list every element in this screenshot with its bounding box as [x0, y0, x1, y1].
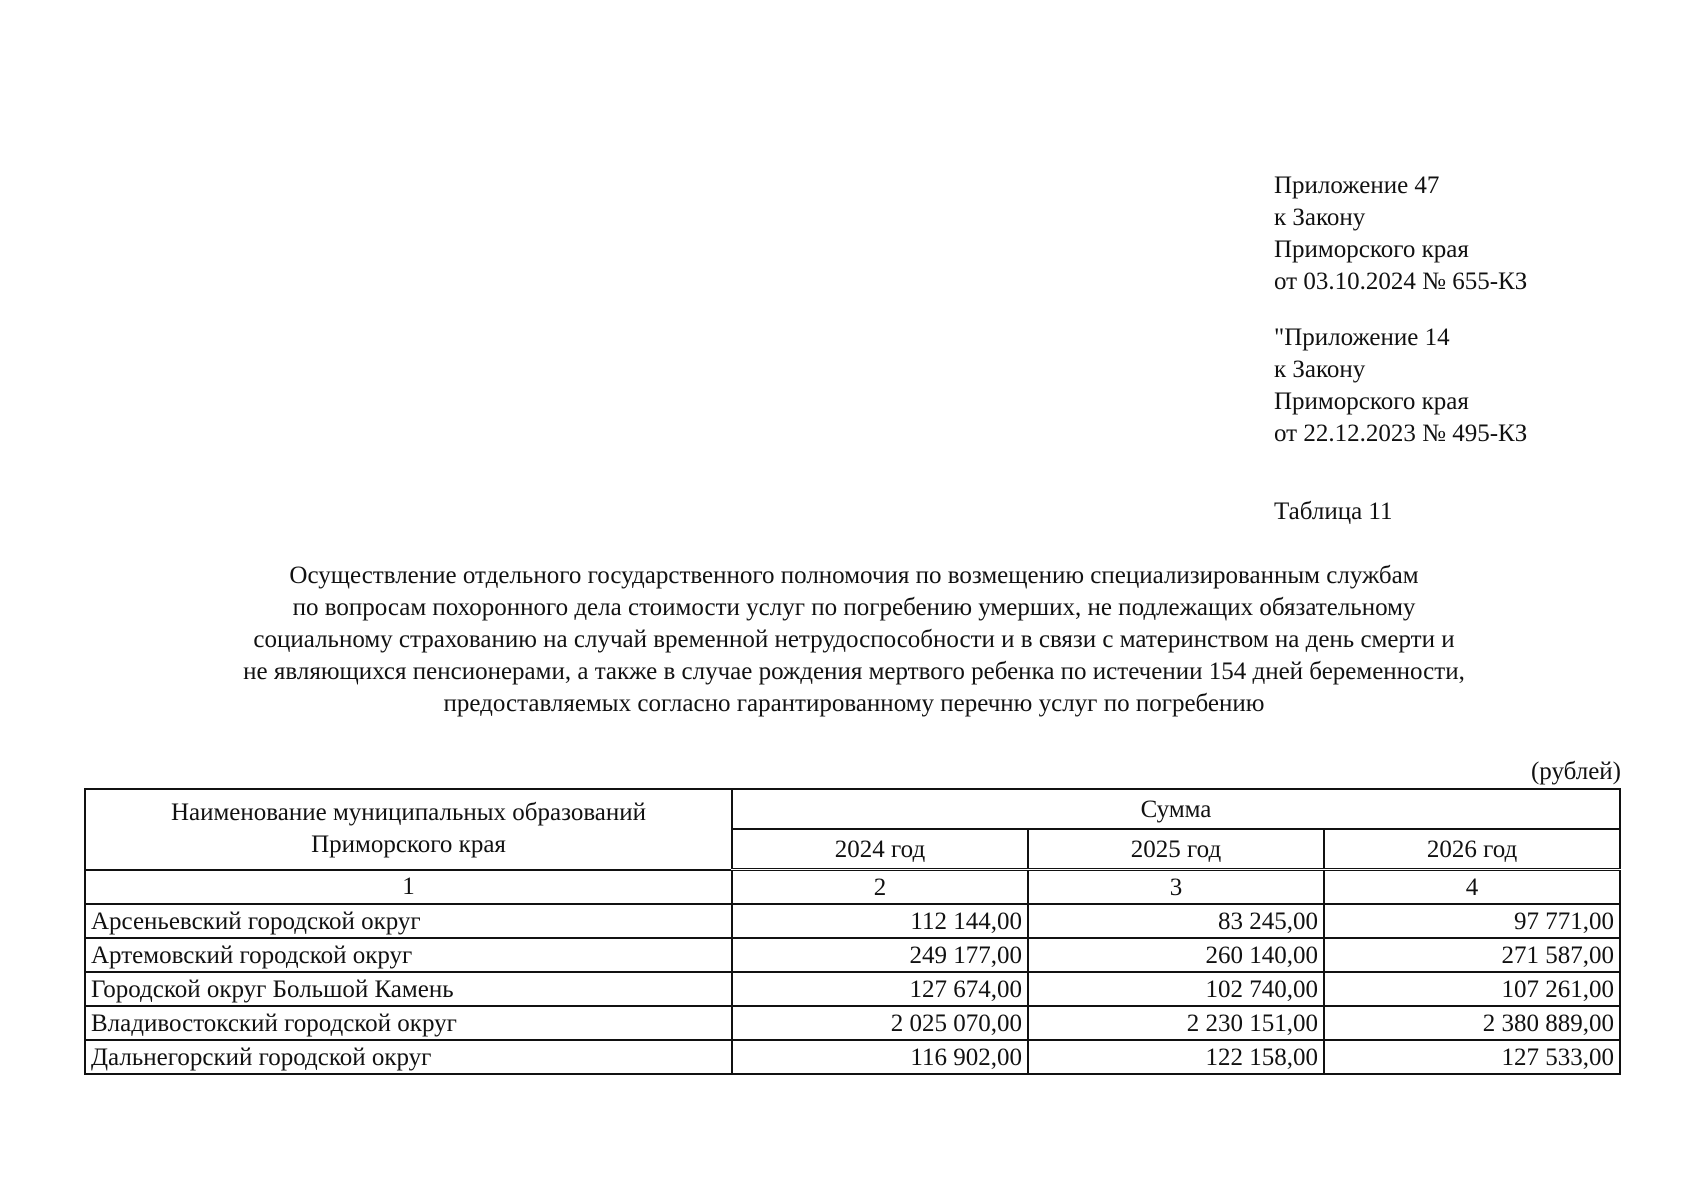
appendix-line: "Приложение 14: [1274, 324, 1450, 351]
amount-2026: 127 533,00: [1324, 1040, 1620, 1074]
municipality-column-header: [85, 789, 732, 870]
column-number: 1: [85, 870, 732, 905]
table-header-row: [85, 789, 1620, 829]
sum-column-header: Сумма: [732, 789, 1620, 829]
table-row: [85, 1040, 1620, 1074]
units-label: (рублей): [1530, 758, 1621, 785]
table-row: [85, 1006, 1620, 1040]
table-row: [85, 972, 1620, 1006]
municipality-name: Владивостокский городской округ: [85, 1006, 732, 1040]
amount-2024: 2 025 070,00: [732, 1006, 1028, 1040]
amount-2024: 127 674,00: [732, 972, 1028, 1006]
amount-2026: 97 771,00: [1324, 904, 1620, 938]
appendix-header: [1274, 170, 1527, 474]
header-line: Приморского края: [311, 831, 506, 859]
amount-2025: 260 140,00: [1028, 938, 1324, 972]
amount-2024: 116 902,00: [732, 1040, 1028, 1074]
amount-2026: 271 587,00: [1324, 938, 1620, 972]
appendix-line: Приложение 47: [1274, 172, 1440, 199]
municipality-name: Артемовский городской округ: [85, 938, 732, 972]
amount-2025: 2 230 151,00: [1028, 1006, 1324, 1040]
amount-2026: 107 261,00: [1324, 972, 1620, 1006]
appendix-line: к Закону: [1274, 356, 1366, 383]
column-number: 4: [1324, 870, 1620, 905]
title-line: социальному страхованию на случай временной нетрудоспособности и в связи с материнством на день смерти и: [253, 626, 1455, 653]
amount-2025: 122 158,00: [1028, 1040, 1324, 1074]
title-line: предоставляемых согласно гарантированному перечню услуг по погребению: [443, 690, 1265, 717]
amount-2025: 83 245,00: [1028, 904, 1324, 938]
municipality-name: Дальнегорский городской округ: [85, 1040, 732, 1074]
appendix-line: Приморского края: [1274, 236, 1469, 263]
appendix-line: Приморского края: [1274, 388, 1469, 415]
appendix-line: от 03.10.2024 № 655-КЗ: [1274, 268, 1528, 295]
funding-table: [84, 788, 1621, 1075]
appendix-block-original: [1274, 322, 1527, 450]
amount-2025: 102 740,00: [1028, 972, 1324, 1006]
column-number: 3: [1028, 870, 1324, 905]
column-number: 2: [732, 870, 1028, 905]
amount-2024: 112 144,00: [732, 904, 1028, 938]
title-line: Осуществление отдельного государственного полномочия по возмещению специализированным службам: [289, 562, 1419, 589]
title-line: по вопросам похоронного дела стоимости услуг по погребению умерших, не подлежащих обязательному: [292, 594, 1416, 621]
appendix-block-current: [1274, 170, 1527, 298]
amount-2026: 2 380 889,00: [1324, 1006, 1620, 1040]
year-header-2026: 2026 год: [1324, 829, 1620, 870]
appendix-line: от 22.12.2023 № 495-КЗ: [1274, 420, 1528, 447]
year-header-2024: 2024 год: [732, 829, 1028, 870]
header-line: Наименование муниципальных образований: [170, 799, 647, 827]
municipality-name: Городской округ Большой Камень: [85, 972, 732, 1006]
table-row: [85, 938, 1620, 972]
column-number-row: [85, 870, 1620, 905]
municipality-name: Арсеньевский городской округ: [85, 904, 732, 938]
amount-2024: 249 177,00: [732, 938, 1028, 972]
table-label: Таблица 11: [1274, 498, 1393, 525]
document-title: [84, 560, 1624, 720]
year-header-2025: 2025 год: [1028, 829, 1324, 870]
title-line: не являющихся пенсионерами, а также в случае рождения мертвого ребенка по истечении 154 дней беременности,: [243, 658, 1465, 685]
table-row: [85, 904, 1620, 938]
appendix-line: к Закону: [1274, 204, 1366, 231]
